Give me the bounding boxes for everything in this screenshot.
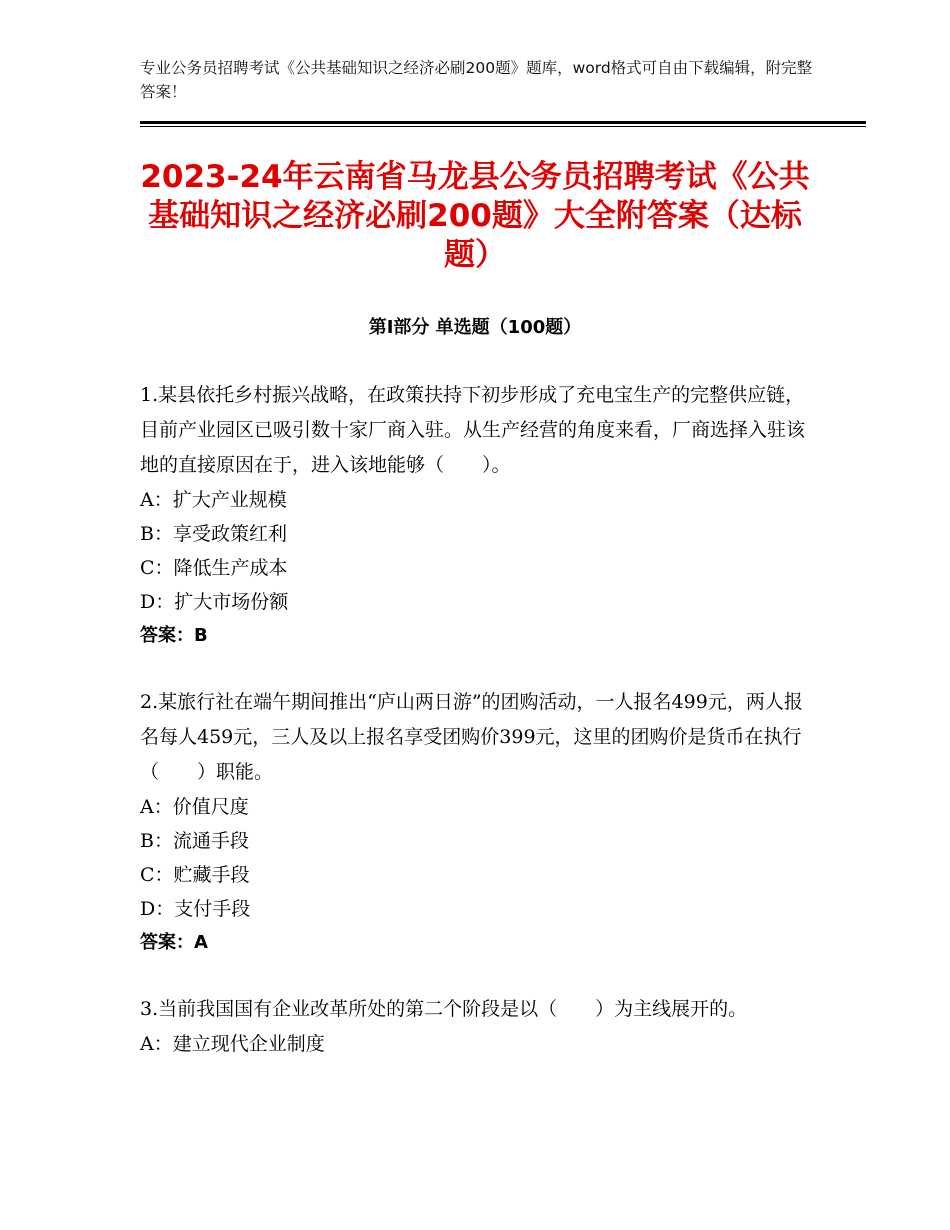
question-3	[140, 992, 810, 1061]
question-stem: 1.某县依托乡村振兴战略，在政策扶持下初步形成了充电宝生产的完整供应链，目前产业园区已吸引数十家厂商入驻。从生产经营的角度来看，厂商选择入驻该地的直接原因在于，进入该地能够（ ）。	[140, 384, 806, 476]
question-1	[140, 378, 810, 653]
question-2	[140, 685, 810, 960]
document-title: 2023-24年云南省马龙县公务员招聘考试《公共基础知识之经济必刷200题》大全附答案（达标题）	[140, 159, 810, 273]
option-b: B：流通手段	[140, 830, 249, 852]
header-rule-thin	[140, 126, 866, 127]
header-note: 专业公务员招聘考试《公共基础知识之经济必刷200题》题库，word格式可自由下载编辑，附完整答案！	[140, 59, 813, 101]
question-list	[140, 378, 810, 1093]
option-a: A：建立现代企业制度	[140, 1033, 325, 1055]
option-d: D：扩大市场份额	[140, 591, 289, 613]
option-b: B：享受政策红利	[140, 523, 287, 545]
option-a: A：价值尺度	[140, 796, 249, 818]
question-stem: 3.当前我国国有企业改革所处的第二个阶段是以（ ）为主线展开的。	[140, 998, 748, 1020]
header-rule-thick	[140, 121, 866, 124]
option-c: C：降低生产成本	[140, 557, 288, 579]
part-title: 第I部分 单选题（100题）	[368, 317, 582, 338]
option-a: A：扩大产业规模	[140, 489, 287, 511]
answer: 答案：B	[140, 625, 208, 646]
answer: 答案：A	[140, 932, 208, 953]
question-stem: 2.某旅行社在端午期间推出“庐山两日游”的团购活动，一人报名499元，两人报名每人459元，三人及以上报名享受团购价399元，这里的团购价是货币在执行（ ）职能。	[140, 691, 803, 783]
option-c: C：贮藏手段	[140, 864, 250, 886]
option-d: D：支付手段	[140, 898, 251, 920]
